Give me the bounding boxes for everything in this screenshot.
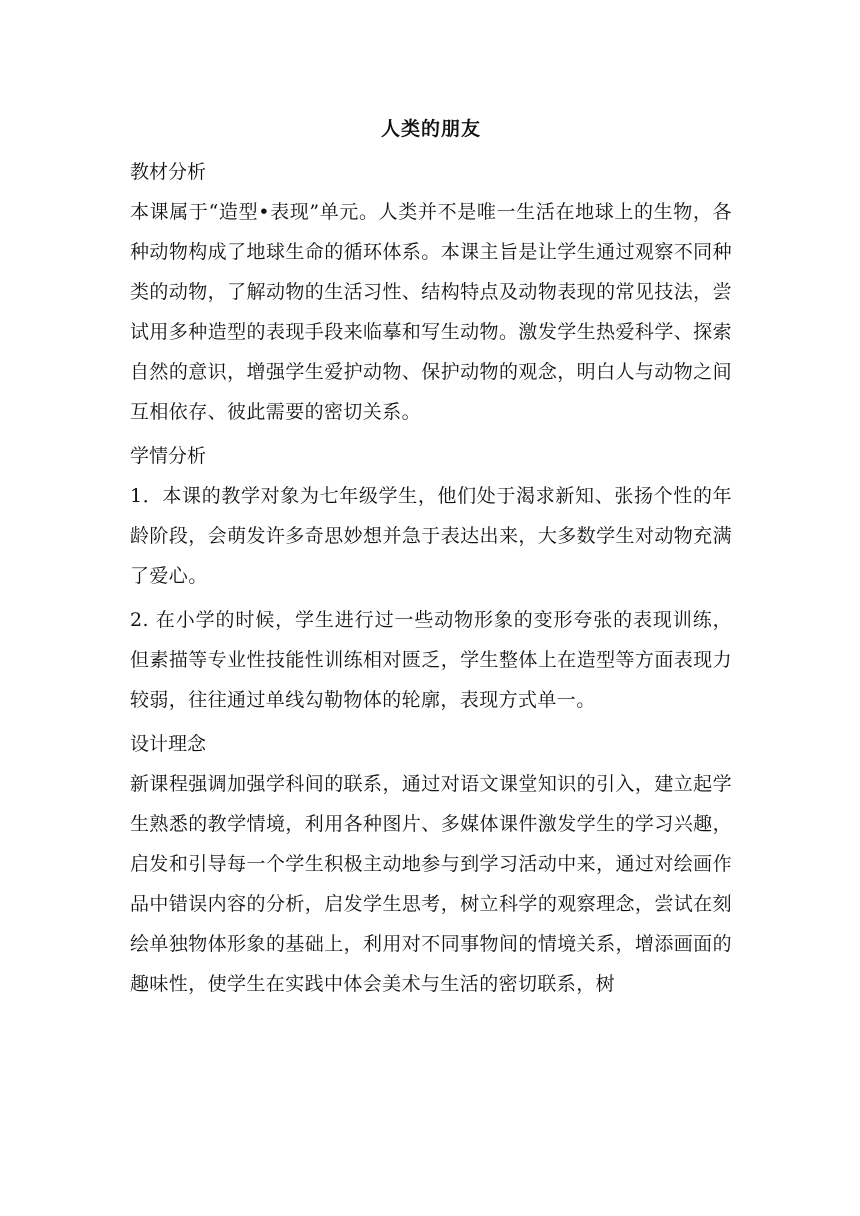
paragraph-student-analysis-1: 1．本课的教学对象为七年级学生，他们处于渴求新知、张扬个性的年龄阶段，会萌发许多奇思妙想并急于表达出来，大多数学生对动物充满了爱心。: [130, 485, 732, 587]
section-heading-textbook-analysis: 教材分析: [130, 161, 207, 183]
page-title: 人类的朋友: [380, 118, 481, 140]
document-body: [130, 112, 732, 1008]
section-heading-student-analysis: 学情分析: [130, 445, 207, 467]
paragraph-textbook-analysis: 本课属于“造型•表现”单元。人类并不是唯一生活在地球上的生物，各种动物构成了地球生命的循环体系。本课主旨是让学生通过观察不同种类的动物，了解动物的生活习性、结构特点及动物表现的常见技法，尝试用多种造型的表现手段来临摹和写生动物。激发学生热爱科学、探索自然的意识，增强学生爱护动物、保护动物的观念，明白人与动物之间互相依存、彼此需要的密切关系。: [130, 201, 732, 423]
paragraph-design-concept: 新课程强调加强学科间的联系，通过对语文课堂知识的引入，建立起学生熟悉的教学情境，利用各种图片、多媒体课件激发学生的学习兴趣，启发和引导每一个学生积极主动地参与到学习活动中来，通过对绘画作品中错误内容的分析，启发学生思考，树立科学的观察理念，尝试在刻绘单独物体形象的基础上，利用对不同事物间的情境关系，增添画面的趣味性，使学生在实践中体会美术与生活的密切联系，树: [130, 773, 732, 995]
section-heading-design-concept: 设计理念: [130, 733, 207, 755]
paragraph-student-analysis-2: 2. 在小学的时候，学生进行过一些动物形象的变形夸张的表现训练，但素描等专业性技能性训练相对匮乏，学生整体上在造型等方面表现力较弱，往往通过单线勾勒物体的轮廓，表现方式单一。: [130, 609, 732, 711]
